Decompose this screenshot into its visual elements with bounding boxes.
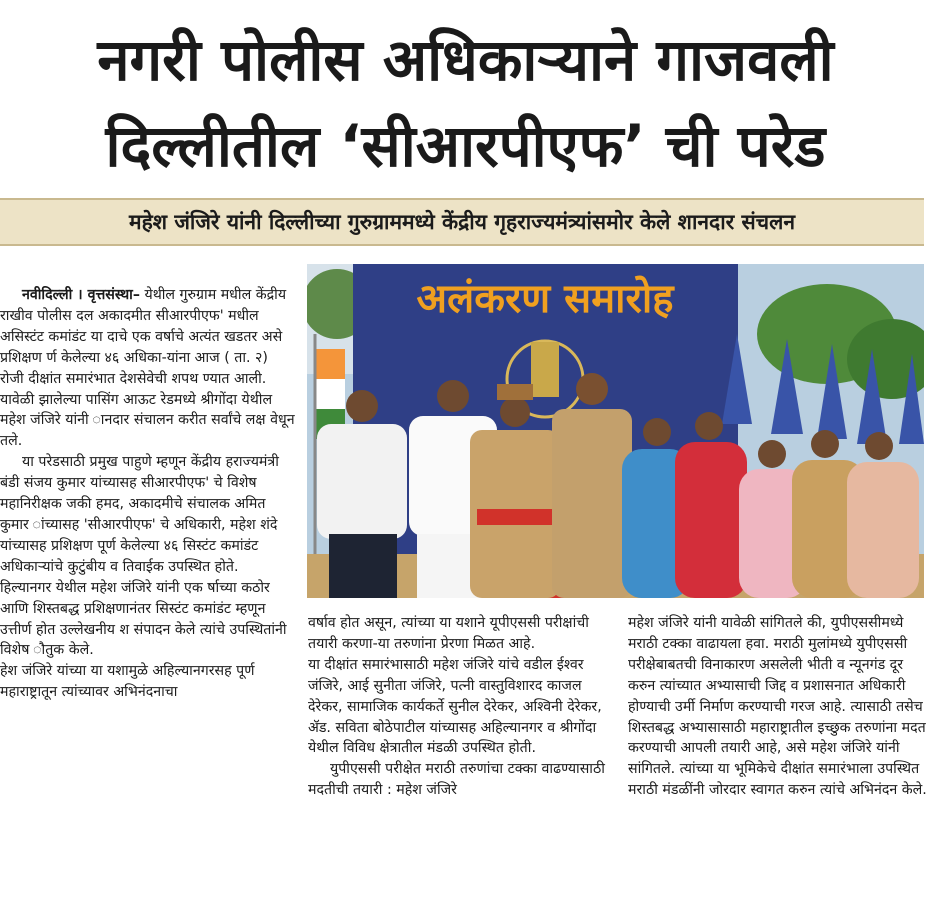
dateline: नवीदिल्ली । वृत्तसंस्था– (22, 287, 140, 303)
paragraph-2: या परेडसाठी प्रमुख पाहुणे म्हणून केंद्रीय हराज्यमंत्री बंडी संजय कुमार यांच्यासह सीआरपीएफ' चे विशेष महानिरीक्षक जकी हमद, अकादमीचे संचालक अमित कुमार ांच्यासह 'सीआरपीएफ' चे अधिकारी, महेश शंदे यांच्यासह प्रशिक्षण पूर्ण केलेल्या ४६ सिस्टंट कमांडंट अधिकाऱ्यांचे कुटुंबीय व तिवाईक उपस्थित होते. (0, 454, 279, 575)
headline-line-2: दिल्लीतील ‘सीआरपीएफ’ ची परेड (105, 112, 826, 180)
paragraph-1-text: येथील गुरुग्राम मधील केंद्रीय राखीव पोलीस दल अकादमीत सीआरपीएफ' मधील असिस्टंट कमांडंट या दाचे एक वर्षाचे अत्यंत खडतर असे प्रशिक्षण र्ण केलेल्या ४६ अधिका-यांना आज ( ता. २) रोजी दीक्षांत समारंभात देशसेवेची शपथ ण्यात आली. यावेळी झालेल्या पासिंग आऊट रेडमध्ये श्रीगोंदा येथील महेश जंजिरे यांनी ानदार संचालन करीत सर्वांचे लक्ष वेधून तले. (0, 287, 295, 450)
banner-text: अलंकरण समारोह (416, 276, 674, 322)
headline-line-1: नगरी पोलीस अधिकाऱ्याने गाजवली (97, 26, 834, 94)
paragraph-5: वर्षाव होत असून, त्यांच्या या यशाने यूपीएससी परीक्षांची तयारी करणा-या तरुणांना प्रेरणा मिळत आहे. (308, 615, 589, 652)
paragraph-4: हेश जंजिरे यांच्या या यशामुळे अहिल्यानगरसह पूर्ण महाराष्ट्रातून त्यांच्यावर अभिनंदनाचा (0, 663, 255, 701)
subheadline-banner (0, 198, 924, 246)
paragraph-7: महेश जंजिरे यांनी यावेळी सांगितले की, युपीएससीमध्ये मराठी टक्का वाढायला हवा. मराठी मुलांमध्ये युपीएससी परीक्षेबाबतची विनाकारण असलेली भीती व न्यूनगंड दूर करुन त्यांच्यात अभ्यासाची जिद्द व प्रशासनात अधिकारी होण्याची उर्मी निर्माण करण्याची गरज आहे. त्यासाठी तसेच शिस्तबद्ध अभ्यासासाठी महाराष्ट्रातील इच्छुक तरुणांना मदत करण्याची आपली तयारी आहे, असे महेश जंजिरे यांनी सांगितले. त्यांच्या या भूमिकेचे दीक्षांत समारंभाला उपस्थित मराठी मंडळींनी जोरदार स्वागत करुन त्यांचे अभिनंदन केले. (628, 615, 927, 799)
paragraph-6: या दीक्षांत समारंभासाठी महेश जंजिरे यांचे वडील ईश्वर जंजिरे, आई सुनीता जंजिरे, पत्नी वास्तुविशारद काजल देरेकर, सामाजिक कार्यकर्ते सुनील देरेकर, अश्विनी देरेकर, ॲड. सविता बोठेपाटील यांच्यासह अहिल्यानगर व श्रीगोंदा येथील विविध क्षेत्रातील मंडळी उपस्थित होती. (308, 656, 602, 757)
article-column-1 (0, 285, 296, 703)
paragraph-1 (0, 285, 296, 452)
paragraph-3: हिल्यानगर येथील महेश जंजिरे यांनी एक र्षाच्या कठोर आणि शिस्तबद्ध प्रशिक्षणानंतर सिस्टंट कमांडंट म्हणून उत्तीर्ण होत उल्लेखनीय श संपादन केले त्यांचे उपस्थितांनी विशेष ौतुक केले. (0, 579, 287, 659)
article-column-3 (628, 613, 928, 801)
subheadline-text: महेश जंजिरे यांनी दिल्लीच्या गुरुग्राममध्ये केंद्रीय गृहराज्यमंत्र्यांसमोर केले शानदार संचलन (129, 210, 795, 234)
ceremony-photo (307, 264, 924, 598)
subheading-upsc: युपीएससी परीक्षेत मराठी तरुणांचा टक्का वाढण्यासाठी मदतीची तयारी : महेश जंजिरे (308, 761, 605, 799)
article-column-2 (308, 613, 608, 801)
